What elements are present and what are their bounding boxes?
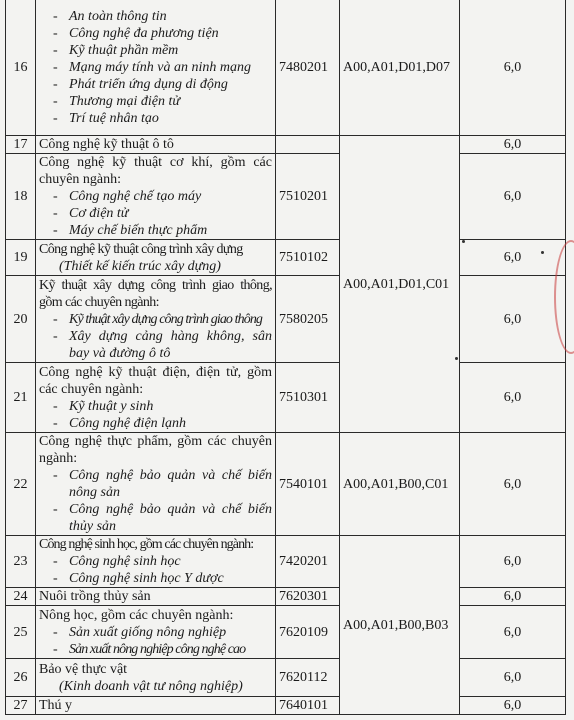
table-row <box>6 659 566 697</box>
subject-combo: A00,A01,B00,B03 <box>340 536 460 715</box>
major-name: Công nghệ kỹ thuật công trình xây dựng <box>39 241 243 257</box>
list-item: - Kỹ thuật phần mềm <box>53 42 272 59</box>
major-code: 7580205 <box>276 276 340 363</box>
list-item: - Công nghệ sinh học <box>53 553 272 570</box>
min-score: 6,0 <box>460 276 566 363</box>
min-score: 6,0 <box>460 136 566 154</box>
major-name: Công nghệ kỹ thuật cơ khí, gồm các chuyên ngành: <box>39 155 272 187</box>
list-item: - Thương mại điện tử <box>53 93 272 110</box>
min-score: 6,0 <box>460 154 566 240</box>
list-item: - Kỹ thuật xây dựng công trình giao thông <box>53 311 272 328</box>
list-item: - Sản xuất nông nghiệp công nghệ cao <box>53 641 272 658</box>
min-score: 6,0 <box>460 659 566 697</box>
major-cell <box>36 154 276 240</box>
min-score: 6,0 <box>460 606 566 659</box>
major-code: 7540101 <box>276 433 340 536</box>
major-list <box>39 624 272 658</box>
list-item: - Công nghệ bảo quản và chế biến nông sản <box>53 467 272 501</box>
major-list <box>39 398 272 432</box>
major-subtitle: (Thiết kế kiến trúc xây dựng) <box>59 258 221 274</box>
table-row <box>6 136 566 154</box>
scan-speck <box>541 251 544 254</box>
major-code: 7510201 <box>276 154 340 240</box>
major-code: 7510102 <box>276 240 340 276</box>
major-name: Công nghệ thực phẩm, gồm các chuyên ngành: <box>39 434 272 466</box>
major-code: 7620301 <box>276 588 340 606</box>
major-list <box>39 311 272 362</box>
major-list <box>39 8 272 127</box>
major-cell <box>36 363 276 433</box>
row-stt: 19 <box>6 240 36 276</box>
row-stt: 25 <box>6 606 36 659</box>
row-stt: 24 <box>6 588 36 606</box>
row-stt: 26 <box>6 659 36 697</box>
min-score: 6,0 <box>460 240 566 276</box>
table-row <box>6 433 566 536</box>
min-score: 6,0 <box>460 697 566 715</box>
row-stt: 27 <box>6 697 36 715</box>
subject-combo: A00,A01,D01,D07 <box>340 0 460 136</box>
major-code <box>276 136 340 154</box>
major-code: 7640101 <box>276 697 340 715</box>
major-code: 7620109 <box>276 606 340 659</box>
major-code: 7510301 <box>276 363 340 433</box>
list-item: - Máy chế biến thực phẩm <box>53 222 272 239</box>
min-score: 6,0 <box>460 0 566 136</box>
major-code: 7620112 <box>276 659 340 697</box>
scan-speck <box>455 357 458 360</box>
major-name: Công nghệ kỹ thuật ô tô <box>39 137 174 152</box>
list-item: - Cơ điện tử <box>53 205 272 222</box>
table-row <box>6 697 566 715</box>
major-cell <box>36 659 276 697</box>
major-cell <box>36 433 276 536</box>
major-cell <box>36 588 276 606</box>
major-list <box>39 467 272 535</box>
row-stt: 17 <box>6 136 36 154</box>
major-name: Kỹ thuật xây dựng công trình giao thông, gồm các chuyên ngành: <box>39 277 272 310</box>
table-row <box>6 606 566 659</box>
major-list <box>39 188 272 239</box>
major-name: Nông học, gồm các chuyên ngành: <box>39 607 234 623</box>
list-item: - Sản xuất giống nông nghiệp <box>53 624 272 641</box>
major-cell <box>36 276 276 363</box>
table-row <box>6 536 566 588</box>
row-stt: 18 <box>6 154 36 240</box>
list-item: - Kỹ thuật y sinh <box>53 398 272 415</box>
table-row <box>6 276 566 363</box>
major-subtitle: (Kinh doanh vật tư nông nghiệp) <box>59 678 243 694</box>
major-cell <box>36 240 276 276</box>
major-name: Công nghệ kỹ thuật điện, điện tử, gồm các chuyên ngành: <box>39 364 272 397</box>
major-cell <box>36 606 276 659</box>
min-score: 6,0 <box>460 588 566 606</box>
min-score: 6,0 <box>460 433 566 536</box>
major-name: Công nghệ sinh học, gồm các chuyên ngành: <box>39 537 254 552</box>
subject-combo: A00,A01,B00,C01 <box>340 433 460 536</box>
major-cell <box>36 536 276 588</box>
major-name: Bảo vệ thực vật <box>39 661 128 677</box>
list-item: - Xây dựng cảng hàng không, sân bay và đường ô tô <box>53 328 272 362</box>
list-item: - Công nghệ sinh học Y dược <box>53 570 272 587</box>
table-row <box>6 588 566 606</box>
admission-table <box>5 0 566 715</box>
min-score: 6,0 <box>460 536 566 588</box>
major-cell <box>36 697 276 715</box>
major-list <box>39 553 272 587</box>
row-stt: 23 <box>6 536 36 588</box>
major-cell <box>36 0 276 136</box>
table-row <box>6 363 566 433</box>
min-score: 6,0 <box>460 363 566 433</box>
row-stt: 16 <box>6 0 36 136</box>
table-row <box>6 0 566 136</box>
list-item: - Công nghệ chế tạo máy <box>53 188 272 205</box>
subject-combo: A00,A01,D01,C01 <box>340 136 460 433</box>
list-item: - Phát triển ứng dụng di động <box>53 76 272 93</box>
list-item: - Mạng máy tính và an ninh mạng <box>53 59 272 76</box>
major-code: 7420201 <box>276 536 340 588</box>
list-item: - Công nghệ điện lạnh <box>53 415 272 432</box>
major-name: Nuôi trồng thủy sản <box>39 589 151 604</box>
list-item: - Trí tuệ nhân tạo <box>53 110 272 127</box>
row-stt: 20 <box>6 276 36 363</box>
table-row <box>6 154 566 240</box>
major-name: Thú y <box>39 698 73 713</box>
list-item: - Công nghệ bảo quản và chế biến thủy sản <box>53 501 272 535</box>
list-item: - An toàn thông tin <box>53 8 272 25</box>
scan-speck <box>462 240 465 243</box>
major-cell <box>36 136 276 154</box>
row-stt: 21 <box>6 363 36 433</box>
list-item: - Công nghệ đa phương tiện <box>53 25 272 42</box>
row-stt: 22 <box>6 433 36 536</box>
table-row <box>6 240 566 276</box>
major-code: 7480201 <box>276 0 340 136</box>
